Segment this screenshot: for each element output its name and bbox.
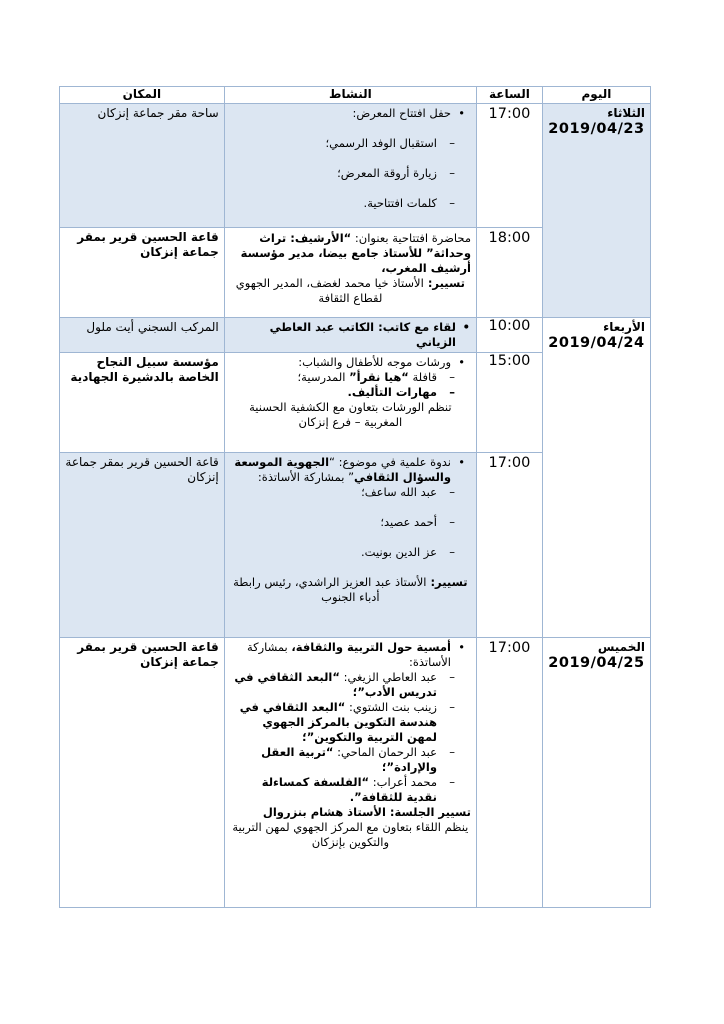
day-cell-tuesday bbox=[542, 104, 650, 318]
item-prefix: قافلة bbox=[408, 370, 437, 384]
program-table bbox=[59, 86, 651, 908]
moderation-text: تسيير الجلسة: الأستاذ هشام بنزروال bbox=[262, 805, 471, 819]
place-cell: قاعة الحسين قرير بمقر جماعة إنزكان bbox=[60, 638, 225, 908]
list-item: – كلمات افتتاحية. bbox=[230, 196, 471, 211]
list-item: – عز الدين بونيت. bbox=[230, 545, 471, 560]
intro-bold: أمسية حول التربية والثقافة، bbox=[291, 640, 451, 654]
activity-title: • ورشات موجه للأطفال والشباب: bbox=[230, 355, 471, 370]
item-suffix: المدرسية؛ bbox=[297, 370, 350, 384]
day-cell-thursday bbox=[542, 638, 650, 908]
intro-suffix: ” بمشاركة الأساتذة: bbox=[257, 470, 355, 484]
day-date: 2019/04/24 bbox=[548, 335, 645, 351]
activity-cell bbox=[224, 353, 476, 453]
time-cell: 15:00 bbox=[477, 353, 543, 453]
time-cell: 17:00 bbox=[477, 638, 543, 908]
item-bold: “هيا نقرأ” bbox=[349, 370, 409, 384]
activity-cell bbox=[224, 638, 476, 908]
list-item bbox=[230, 700, 471, 745]
list-item bbox=[230, 370, 471, 385]
list-item bbox=[230, 745, 471, 775]
time-cell: 17:00 bbox=[477, 453, 543, 638]
place-cell: ساحة مقر جماعة إنزكان bbox=[60, 104, 225, 228]
activity-note: تنظم الورشات بتعاون مع الكشفية الحسنية المغربية – فرع إنزكان bbox=[249, 400, 452, 429]
evening-intro bbox=[230, 640, 471, 670]
day-cell-wednesday bbox=[542, 318, 650, 638]
day-name: الثلاثاء bbox=[607, 106, 645, 120]
speaker-title: “الفلسفة كمساءلة نقدية للثقافة”. bbox=[261, 775, 437, 804]
lecture-prefix: محاضرة افتتاحية بعنوان: bbox=[351, 231, 471, 245]
intro-bold: الجهوية الموسعة والسؤال الثقافي bbox=[234, 455, 451, 484]
time-cell: 18:00 bbox=[477, 228, 543, 318]
table-row bbox=[60, 318, 651, 353]
speaker-name: زينب بنت الشتوي: bbox=[345, 700, 437, 714]
header-time: الساعة bbox=[477, 87, 543, 104]
moderation-label: تسيير: bbox=[423, 276, 465, 290]
list-item: – أحمد عصيد؛ bbox=[230, 515, 471, 530]
day-name: الأربعاء bbox=[603, 320, 645, 334]
moderation-label: تسيير: bbox=[426, 575, 468, 589]
list-item: – زيارة أروقة المعرض؛ bbox=[230, 166, 471, 181]
list-item: – استقبال الوفد الرسمي؛ bbox=[230, 136, 471, 151]
time-cell: 17:00 bbox=[477, 104, 543, 228]
place-cell: مؤسسة سبيل النجاح الخاصة بالدشيرة الجهادية bbox=[60, 353, 225, 453]
speaker-name: عبد العاطي الزيغي: bbox=[339, 670, 437, 684]
list-item bbox=[230, 775, 471, 805]
header-row bbox=[60, 87, 651, 104]
list-item: – مهارات التأليف. bbox=[230, 385, 471, 400]
lecture-suffix: للأستاذ جامع بيضا، مدير مؤسسة أرشيف المغرب، bbox=[240, 246, 471, 275]
moderation-name: الأستاذ عبد العزيز الراشدي، رئيس رابطة أدباء الجنوب bbox=[233, 575, 427, 604]
speaker-name: عبد الرحمان الماحي: bbox=[333, 745, 437, 759]
program-page bbox=[59, 86, 651, 908]
speaker-name: محمد أعراب: bbox=[369, 775, 437, 789]
activity-note: ينظم اللقاء بتعاون مع المركز الجهوي لمهن التربية والتكوين بإنزكان bbox=[232, 820, 469, 849]
speaker-title: “تربية العقل والإرادة”؛ bbox=[261, 745, 437, 774]
activity-cell bbox=[224, 104, 476, 228]
header-place: المكان bbox=[60, 87, 225, 104]
header-day: اليوم bbox=[542, 87, 650, 104]
activity-title: • حفل افتتاح المعرض: bbox=[230, 106, 471, 121]
time-cell: 10:00 bbox=[477, 318, 543, 353]
place-cell: قاعة الحسين قرير بمقر جماعة إنزكان bbox=[60, 228, 225, 318]
intro-suffix: بمشاركة الأساتذة: bbox=[246, 640, 451, 669]
header-activity: النشاط bbox=[224, 87, 476, 104]
list-item bbox=[230, 670, 471, 700]
activity-cell: • لقاء مع كاتب: الكاتب عبد العاطي الزياني bbox=[224, 318, 476, 353]
activity-cell bbox=[224, 228, 476, 318]
lecture-title: “الأرشيف: تراث وحداثة” bbox=[259, 231, 471, 260]
day-date: 2019/04/23 bbox=[548, 121, 645, 137]
moderation-name: الأستاذ خيا محمد لغضف، المدير الجهوي لقطاع الثقافة bbox=[235, 276, 424, 305]
table-row bbox=[60, 638, 651, 908]
activity-cell bbox=[224, 453, 476, 638]
speaker-title: “البعد الثقافي في هندسة التكوين بالمركز الجهوي لمهن التربية والتكوين”؛ bbox=[239, 700, 437, 744]
moderation-text bbox=[230, 276, 471, 306]
lecture-text bbox=[230, 231, 471, 276]
speaker-title: “البعد الثقافي في تدريس الأدب”؛ bbox=[234, 670, 437, 699]
table-row bbox=[60, 104, 651, 228]
seminar-intro bbox=[230, 455, 471, 485]
day-name: الخميس bbox=[597, 640, 645, 654]
place-cell: المركب السجني أيت ملول bbox=[60, 318, 225, 353]
moderation-text bbox=[230, 575, 471, 605]
place-cell: قاعة الحسين قرير بمقر جماعة إنزكان bbox=[60, 453, 225, 638]
day-date: 2019/04/25 bbox=[548, 655, 645, 671]
list-item: – عبد الله ساعف؛ bbox=[230, 485, 471, 500]
intro-prefix: ندوة علمية في موضوع: “ bbox=[329, 455, 451, 469]
